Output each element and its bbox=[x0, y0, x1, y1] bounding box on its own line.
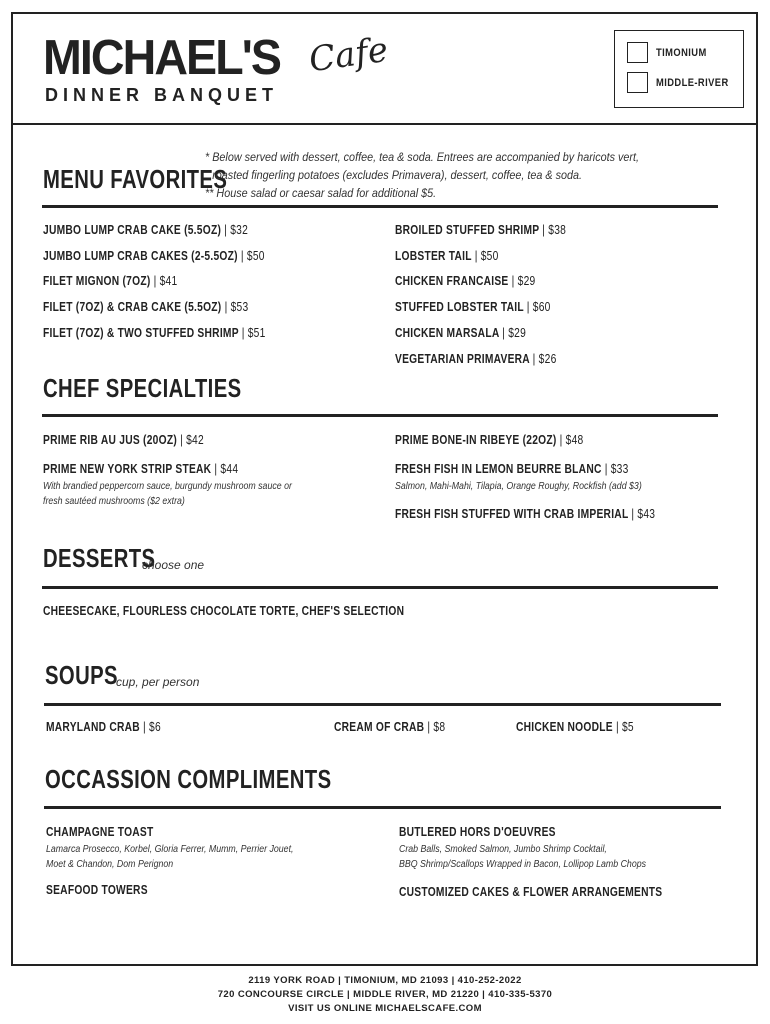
menu-item: PRIME NEW YORK STRIP STEAK | $44 bbox=[43, 462, 239, 476]
description-line: Moet & Chandon, Dom Perignon bbox=[46, 859, 174, 870]
section-rule bbox=[44, 806, 721, 809]
menu-item: FILET (7OZ) & CRAB CAKE (5.5OZ) | $53 bbox=[43, 300, 249, 314]
description-line: BBQ Shrimp/Scallops Wrapped in Bacon, Lollipop Lamb Chops bbox=[399, 859, 647, 870]
menu-item: FILET MIGNON (7OZ) | $41 bbox=[43, 274, 178, 288]
menu-favorites-note bbox=[205, 148, 639, 202]
desserts-note: choose one bbox=[142, 558, 205, 572]
location-selector bbox=[614, 30, 744, 108]
note-line: ** House salad or caesar salad for additional $5. bbox=[205, 186, 437, 200]
header-divider bbox=[13, 123, 756, 125]
section-title-chef-specialties: CHEF SPECIALTIES bbox=[43, 373, 242, 403]
section-title-menu-favorites: MENU FAVORITES bbox=[43, 164, 228, 194]
occasion-item: CHAMPAGNE TOAST bbox=[46, 825, 154, 839]
item-description bbox=[399, 842, 646, 872]
occasion-item: BUTLERED HORS D'OEUVRES bbox=[399, 825, 556, 839]
middle-river-checkbox[interactable] bbox=[627, 72, 648, 93]
menu-subtitle: DINNER BANQUET bbox=[45, 85, 279, 105]
soup-item: CHICKEN NOODLE | $5 bbox=[516, 720, 634, 734]
section-rule bbox=[44, 703, 721, 706]
soup-item: CREAM OF CRAB | $8 bbox=[334, 720, 446, 734]
dessert-list: CHEESECAKE, FLOURLESS CHOCOLATE TORTE, CHEF'S SELECTION bbox=[43, 604, 405, 618]
section-title-desserts: DESSERTS bbox=[43, 543, 156, 573]
location-option-middle-river[interactable] bbox=[627, 72, 741, 93]
footer-line: 720 CONCOURSE CIRCLE | MIDDLE RIVER, MD 21220 | 410-335-5370 bbox=[217, 989, 553, 1000]
item-description: Salmon, Mahi-Mahi, Tilapia, Orange Roughy, Rockfish (add $3) bbox=[395, 481, 642, 492]
occasion-item: CUSTOMIZED CAKES & FLOWER ARRANGEMENTS bbox=[399, 885, 663, 899]
section-rule bbox=[42, 586, 718, 589]
section-rule bbox=[42, 205, 718, 208]
note-line: * Below served with dessert, coffee, tea & soda. Entrees are accompanied by haricots vert, bbox=[205, 150, 640, 164]
item-description bbox=[46, 842, 293, 872]
menu-item: JUMBO LUMP CRAB CAKE (5.5OZ) | $32 bbox=[43, 223, 249, 237]
description-line: Lamarca Prosecco, Korbel, Gloria Ferrer, Mumm, Perrier Jouet, bbox=[46, 844, 294, 855]
menu-item: BROILED STUFFED SHRIMP | $38 bbox=[395, 223, 567, 237]
logo-wordmark: MICHAEL'S bbox=[43, 31, 281, 85]
section-title-soups: SOUPS bbox=[45, 660, 118, 690]
location-option-timonium[interactable] bbox=[627, 42, 716, 63]
item-description bbox=[43, 479, 292, 509]
description-line: fresh sautéed mushrooms ($2 extra) bbox=[43, 496, 185, 507]
menu-item: LOBSTER TAIL | $50 bbox=[395, 249, 499, 263]
soups-note: cup, per person bbox=[116, 675, 200, 689]
location-label: MIDDLE-RIVER bbox=[656, 76, 729, 89]
menu-item: CHICKEN MARSALA | $29 bbox=[395, 326, 527, 340]
footer-line: 2119 YORK ROAD | TIMONIUM, MD 21093 | 410-252-2022 bbox=[248, 975, 522, 986]
soup-item: MARYLAND CRAB | $6 bbox=[46, 720, 161, 734]
timonium-checkbox[interactable] bbox=[627, 42, 648, 63]
menu-item: PRIME BONE-IN RIBEYE (22OZ) | $48 bbox=[395, 433, 584, 447]
menu-item: FILET (7OZ) & TWO STUFFED SHRIMP | $51 bbox=[43, 326, 266, 340]
menu-item: FRESH FISH IN LEMON BEURRE BLANC | $33 bbox=[395, 462, 629, 476]
location-label: TIMONIUM bbox=[656, 46, 707, 59]
note-line: roasted fingerling potatoes (excludes Primavera), dessert, coffee, tea & soda. bbox=[212, 168, 583, 182]
section-title-occasion: OCCASSION COMPLIMENTS bbox=[45, 764, 332, 794]
footer-website-link[interactable]: VISIT US ONLINE MICHAELSCAFE.COM bbox=[288, 1003, 482, 1014]
menu-item: PRIME RIB AU JUS (20OZ) | $42 bbox=[43, 433, 204, 447]
section-rule bbox=[42, 414, 718, 417]
menu-item: VEGETARIAN PRIMAVERA | $26 bbox=[395, 352, 557, 366]
logo-cafe-script: Cafe bbox=[306, 29, 391, 81]
menu-item: STUFFED LOBSTER TAIL | $60 bbox=[395, 300, 551, 314]
occasion-item: SEAFOOD TOWERS bbox=[46, 883, 148, 897]
description-line: With brandied peppercorn sauce, burgundy mushroom sauce or bbox=[43, 481, 292, 492]
footer-contact bbox=[0, 974, 770, 1016]
menu-item: FRESH FISH STUFFED WITH CRAB IMPERIAL | $43 bbox=[395, 507, 656, 521]
description-line: Crab Balls, Smoked Salmon, Jumbo Shrimp Cocktail, bbox=[399, 844, 607, 855]
menu-item: JUMBO LUMP CRAB CAKES (2-5.5OZ) | $50 bbox=[43, 249, 265, 263]
menu-item: CHICKEN FRANCAISE | $29 bbox=[395, 274, 536, 288]
